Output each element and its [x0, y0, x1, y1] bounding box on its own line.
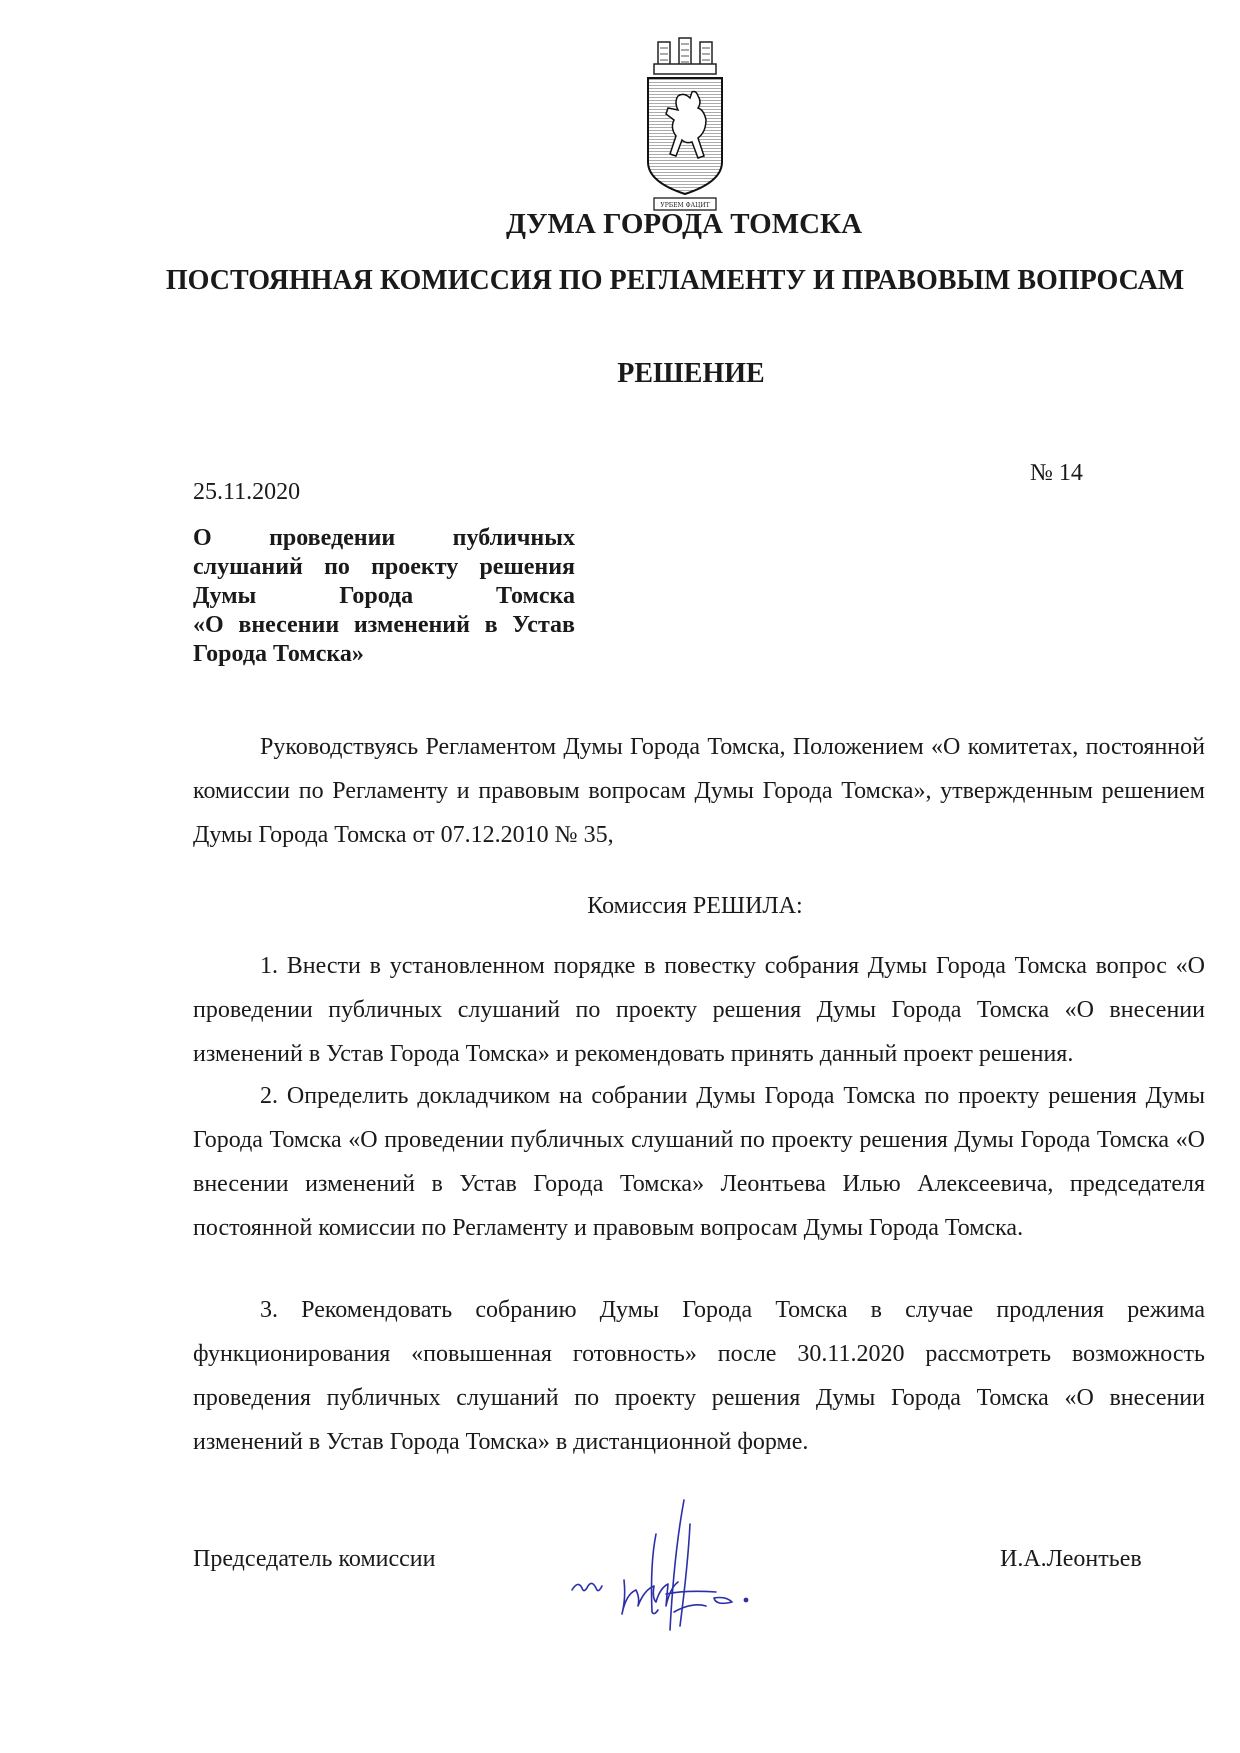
- document-subject: [193, 524, 575, 669]
- svg-text:УРБЕМ ФАЦИТ: УРБЕМ ФАЦИТ: [660, 202, 710, 209]
- subject-line: Думы Города Томска: [193, 583, 575, 609]
- subject-line: Города Томска»: [193, 641, 364, 667]
- document-number: № 14: [1030, 460, 1083, 486]
- decision-item-1: 1. Внести в установленном порядке в повестку собрания Думы Города Томска вопрос «О проведении публичных слушаний по проекту решения Думы Города Томска «О внесении изменений в Устав Города Томска» и рекомендовать принять данный проект решения.: [193, 953, 1205, 1067]
- decision-item-3: 3. Рекомендовать собранию Думы Города Томска в случае продления режима функционирования «повышенная готовность» после 30.11.2020 рассмотреть возможность проведения публичных слушаний по проекту решения Думы Города Томска «О внесении изменений в Устав Города Томска» в дистанционной форме.: [193, 1297, 1205, 1455]
- subject-line: «О внесении изменений в Устав: [193, 612, 575, 638]
- handwritten-signature: [566, 1494, 796, 1634]
- subject-line: О проведении публичных: [193, 525, 575, 551]
- subject-line: слушаний по проекту решения: [193, 554, 575, 580]
- document-date: 25.11.2020: [193, 479, 301, 505]
- signatory-name: И.А.Леонтьев: [1000, 1546, 1142, 1572]
- organization-title: ДУМА ГОРОДА ТОМСКА: [505, 208, 863, 240]
- intro-paragraph: Руководствуясь Регламентом Думы Города Томска, Положением «О комитетах, постоянной комиссии по Регламенту и правовым вопросам Думы Города Томска», утвержденным решением Думы Города Томска от 07.12.2010 № 35,: [193, 734, 1205, 848]
- tomsk-coat-of-arms-icon: [640, 34, 730, 214]
- resolved-heading: Комиссия РЕШИЛА:: [587, 893, 803, 919]
- commission-title: ПОСТОЯННАЯ КОМИССИЯ ПО РЕГЛАМЕНТУ И ПРАВОВЫМ ВОПРОСАМ: [165, 265, 1185, 296]
- decision-item-2: 2. Определить докладчиком на собрании Думы Города Томска по проекту решения Думы Города Томска «О проведении публичных слушаний по проекту решения Думы Города Томска «О внесении изменений в Устав Города Томска» Леонтьева Илью Алексеевича, председателя постоянной комиссии по Регламенту и правовым вопросам Думы Города Томска.: [193, 1083, 1205, 1241]
- document-type-title: РЕШЕНИЕ: [617, 358, 765, 389]
- signatory-role: Председатель комиссии: [193, 1546, 436, 1572]
